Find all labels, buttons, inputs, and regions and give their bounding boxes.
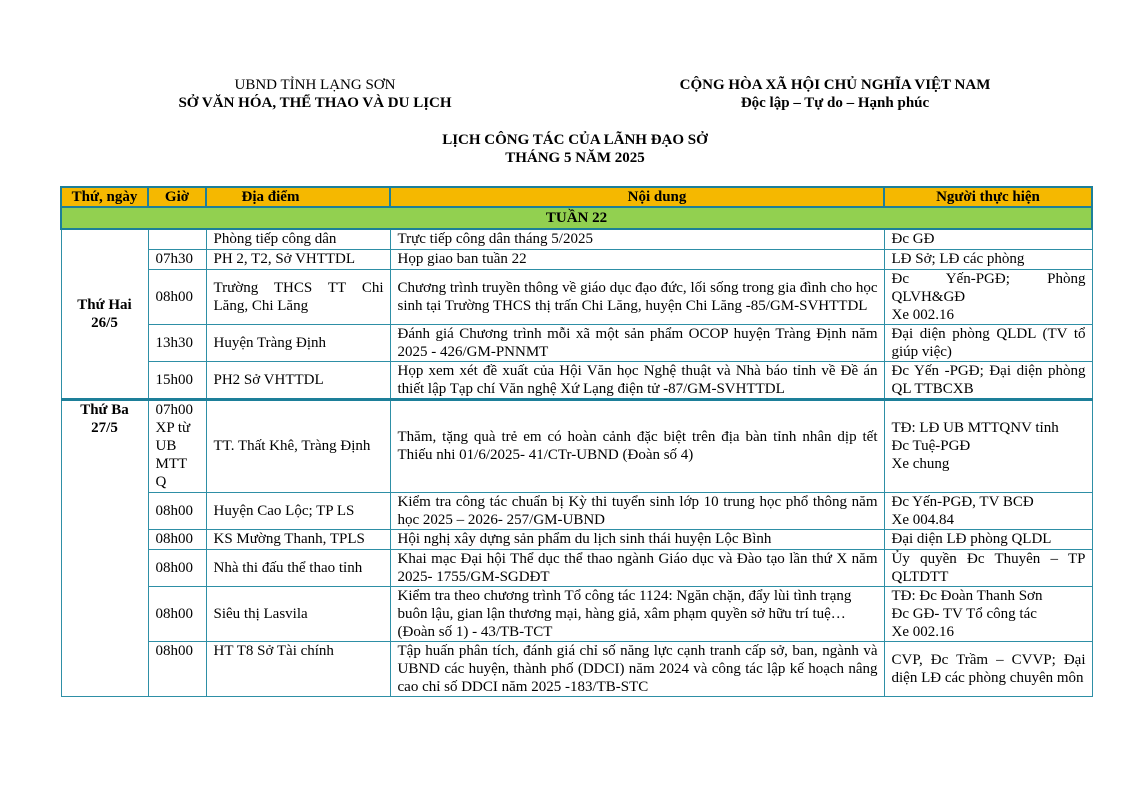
person-cell: [884, 586, 1092, 641]
national-motto: Độc lập – Tự do – Hạnh phúc: [740, 95, 930, 111]
agency-parent: UBND TỈNH LẠNG SƠN: [234, 77, 396, 93]
place-cell: PH 2, T2, Sở VHTTDL: [206, 249, 390, 269]
person-cell: Đại diện LĐ phòng QLDL: [884, 529, 1092, 549]
person-line: TĐ: LĐ UB MTTQNV tỉnh: [891, 420, 1059, 436]
col-header-content: Nội dung: [390, 187, 884, 207]
content-cell: Chương trình truyền thông về giáo dục đạo đức, lối sống trong gia đình cho học sinh tại Trường THCS thị trấn Chi Lăng, huyện Chi Lăng -85/GM-SVHTTDL: [390, 269, 884, 324]
vehicle-line: Xe 002.16: [891, 306, 954, 323]
document-title: [0, 131, 1123, 167]
time-cell: [148, 229, 206, 249]
person-line: TĐ: Đc Đoàn Thanh Sơn: [891, 587, 1043, 604]
col-header-day: Thứ, ngày: [61, 187, 148, 207]
time-cell: 08h00: [148, 641, 206, 696]
content-line: buôn lậu, gian lận thương mại, hàng giả, xâm phạm quyền sở hữu trí tuệ…(Đoàn số 1) - 43/TB-TCT: [397, 605, 846, 640]
content-cell: Họp giao ban tuần 22: [390, 249, 884, 269]
day-date: 27/5: [91, 419, 118, 436]
time-cell: 08h00: [148, 529, 206, 549]
title-line-1: LỊCH CÔNG TÁC CỦA LÃNH ĐẠO SỞ: [442, 132, 708, 148]
time-cell: 07h30: [148, 249, 206, 269]
title-line-2: THÁNG 5 NĂM 2025: [505, 150, 645, 166]
place-cell: PH2 Sở VHTTDL: [206, 361, 390, 399]
place-cell: Siêu thị Lasvila: [206, 586, 390, 641]
place-cell: Phòng tiếp công dân: [206, 229, 390, 249]
table-row: [61, 529, 1092, 549]
time-cell: 15h00: [148, 361, 206, 399]
day-date: 26/5: [91, 314, 118, 331]
person-cell: CVP, Đc Trầm – CVVP; Đại diện LĐ các phòng chuyên môn: [884, 641, 1092, 696]
place-cell: Huyện Cao Lộc; TP LS: [206, 492, 390, 529]
day-cell-tuesday: [61, 399, 148, 696]
place-cell: KS Mường Thanh, TPLS: [206, 529, 390, 549]
place-cell: Nhà thi đấu thể thao tỉnh: [206, 549, 390, 586]
content-cell: Họp xem xét đề xuất của Hội Văn học Nghệ thuật và Nhà báo tỉnh về Đề án thiết lập Tạp chí Văn nghệ Xứ Lạng điện tử -87/GM-SVHTTDL: [390, 361, 884, 399]
place-cell: Huyện Tràng Định: [206, 324, 390, 361]
vehicle-line: Xe chung: [891, 456, 950, 472]
table-row: [61, 229, 1092, 249]
col-header-time: Giờ: [148, 187, 206, 207]
table-row: [61, 324, 1092, 361]
person-cell: [884, 269, 1092, 324]
schedule-table: [60, 186, 1093, 697]
agency-name: SỞ VĂN HÓA, THỂ THAO VÀ DU LỊCH: [178, 95, 452, 111]
content-cell: Tập huấn phân tích, đánh giá chỉ số năng lực cạnh tranh cấp sở, ban, ngành và UBND các huyện, thành phố (DDCI) năm 2024 và công tác lập kế hoạch nâng cao chỉ số DDCI năm 2025 -183/TB-STC: [390, 641, 884, 696]
content-cell: Kiểm tra công tác chuẩn bị Kỳ thi tuyển sinh lớp 10 trung học phổ thông năm học 2025 – 2026- 257/GM-UBND: [390, 492, 884, 529]
content-cell: Thăm, tặng quà trẻ em có hoàn cảnh đặc biệt trên địa bàn tỉnh nhân dịp tết Thiếu nhi 01/6/2025- 41/CTr-UBND (Đoàn số 4): [390, 399, 884, 492]
national-title: CỘNG HÒA XÃ HỘI CHỦ NGHĨA VIỆT NAM: [679, 77, 991, 93]
place-cell: TT. Thất Khê, Tràng Định: [206, 399, 390, 492]
national-header: [640, 76, 1030, 112]
table-row: [61, 641, 1092, 696]
time-cell: 13h30: [148, 324, 206, 361]
person-line: Đc Tuệ-PGĐ: [891, 438, 971, 454]
table-row: [61, 249, 1092, 269]
person-cell: Đại diện phòng QLDL (TV tổ giúp việc): [884, 324, 1092, 361]
person-cell: Ủy quyền Đc Thuyên – TP QLTDTT: [884, 549, 1092, 586]
week-label: TUẦN 22: [61, 207, 1092, 229]
time-cell: 07h00 XP từ UB MTT Q: [148, 399, 206, 492]
content-cell: Trực tiếp công dân tháng 5/2025: [390, 229, 884, 249]
person-line: Đc Yến-PGĐ; Phòng QLVH&GĐ: [891, 270, 1086, 305]
col-header-person: Người thực hiện: [884, 187, 1092, 207]
vehicle-line: Xe 002.16: [891, 623, 954, 640]
content-cell: [390, 586, 884, 641]
week-row: [61, 207, 1092, 229]
person-cell: Đc GĐ: [884, 229, 1092, 249]
col-header-place: Địa điểm: [206, 187, 390, 207]
person-line: Đc Yến-PGĐ, TV BCĐ: [891, 493, 1034, 510]
table-row: [61, 586, 1092, 641]
content-cell: Đánh giá Chương trình mỗi xã một sản phẩm OCOP huyện Tràng Định năm 2025 - 426/GM-PNNMT: [390, 324, 884, 361]
table-header-row: [61, 187, 1092, 207]
time-cell: 08h00: [148, 492, 206, 529]
content-line: Kiểm tra theo chương trình Tổ công tác 1124: Ngăn chặn, đẩy lùi tình trạng: [397, 587, 852, 604]
person-cell: Đc Yến -PGĐ; Đại diện phòng QL TTBCXB: [884, 361, 1092, 399]
table-row: [61, 492, 1092, 529]
day-cell-monday: [61, 229, 148, 399]
agency-header: [160, 76, 470, 112]
time-cell: 08h00: [148, 586, 206, 641]
day-name: Thứ Ba: [80, 401, 129, 418]
table-row: [61, 549, 1092, 586]
time-cell: 08h00: [148, 549, 206, 586]
place-cell: Trường THCS TT Chi Lăng, Chi Lăng: [206, 269, 390, 324]
time-cell: 08h00: [148, 269, 206, 324]
person-cell: LĐ Sở; LĐ các phòng: [884, 249, 1092, 269]
content-cell: Hội nghị xây dựng sản phẩm du lịch sinh thái huyện Lộc Bình: [390, 529, 884, 549]
table-row: [61, 361, 1092, 399]
day-name: Thứ Hai: [77, 296, 132, 313]
place-cell: HT T8 Sở Tài chính: [206, 641, 390, 696]
person-cell: [884, 492, 1092, 529]
content-cell: Khai mạc Đại hội Thể dục thể thao ngành Giáo dục và Đào tạo lần thứ X năm 2025- 1755/GM-SGDĐT: [390, 549, 884, 586]
table-row: [61, 399, 1092, 492]
person-line: Đc GĐ- TV Tổ công tác: [891, 605, 1037, 622]
table-row: [61, 269, 1092, 324]
vehicle-line: Xe 004.84: [891, 511, 954, 528]
person-cell: [884, 399, 1092, 492]
